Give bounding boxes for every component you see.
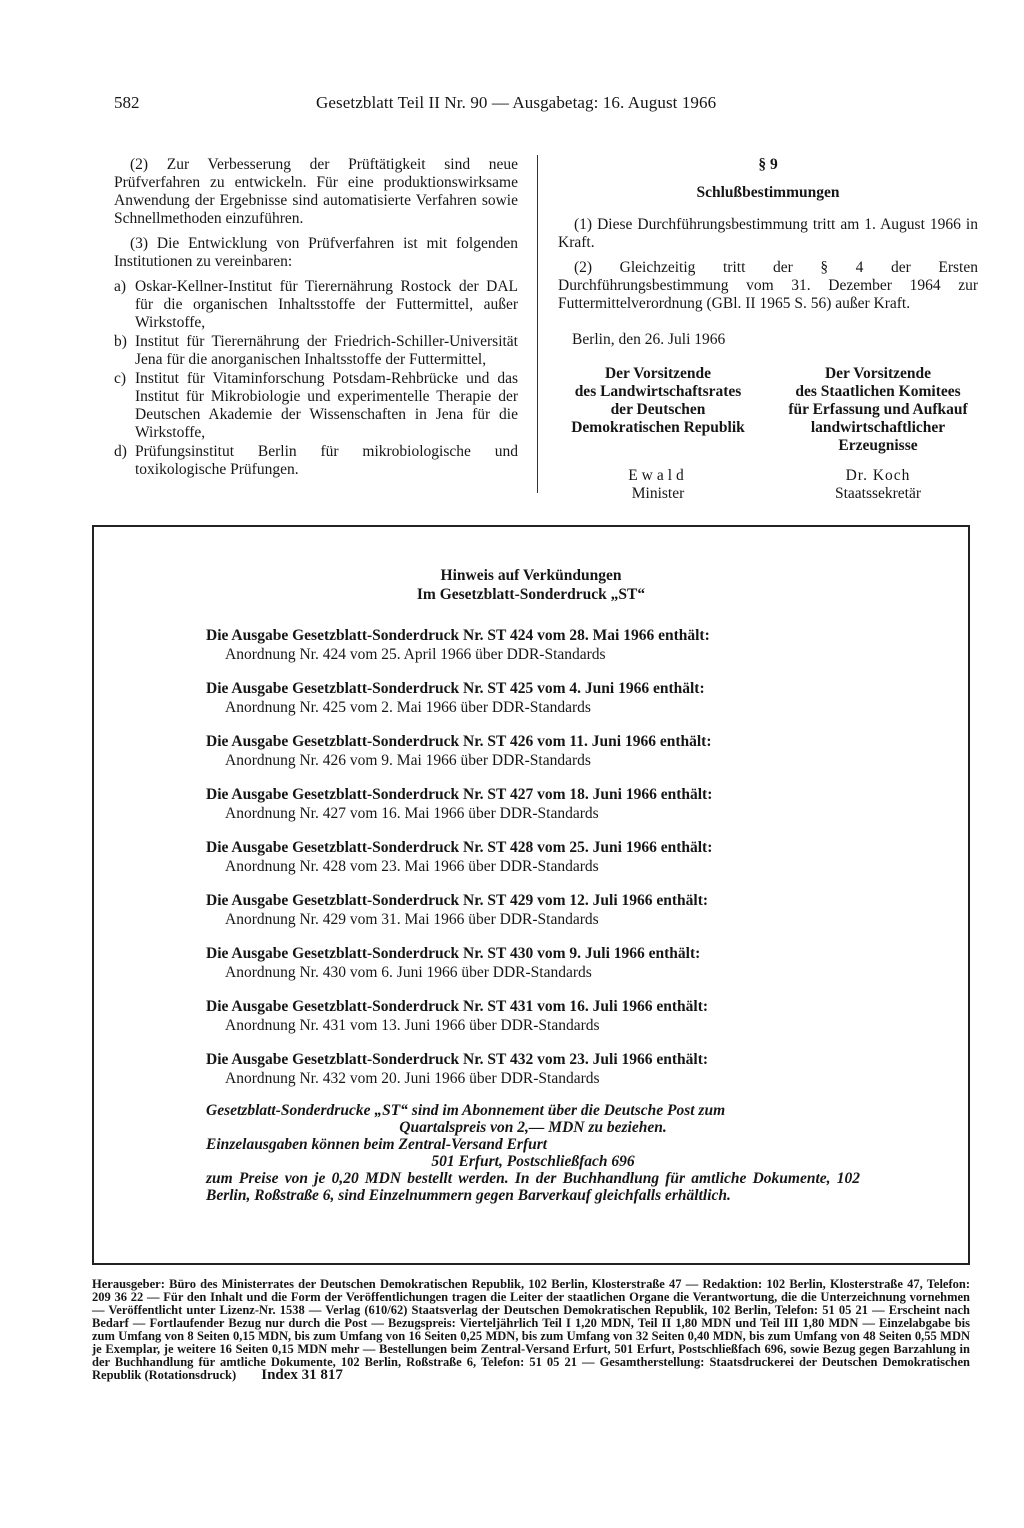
left-column bbox=[114, 156, 518, 480]
signatory-org-line: Der Vorsitzende bbox=[824, 365, 932, 382]
notice-line: 501 Erfurt, Postschließfach 696 bbox=[431, 1153, 635, 1170]
signature-block-secretary bbox=[778, 365, 978, 503]
signatory-org-line: Demokratischen Republik bbox=[571, 419, 745, 436]
entry-subtitle: Anordnung Nr. 427 vom 16. Mai 1966 über DDR-Standards bbox=[225, 805, 599, 822]
entry-subtitle: Anordnung Nr. 426 vom 9. Mai 1966 über DDR-Standards bbox=[225, 752, 591, 769]
entry-subtitle: Anordnung Nr. 428 vom 23. Mai 1966 über DDR-Standards bbox=[225, 858, 599, 875]
paragraph-2: (2) Zur Verbesserung der Prüftätigkeit sind neue Prüfverfahren zu entwickeln. Für eine produktionswirksame Anwendung der Ergebnisse sind automatisierte Verfahren sowie Schnellmethoden einzuführen. bbox=[114, 156, 518, 227]
signatory-org-line: landwirtschaftlicher bbox=[810, 419, 946, 436]
notice-line: Quartalspreis von 2,— MDN zu beziehen. bbox=[399, 1119, 667, 1136]
index-number: Index 31 817 bbox=[261, 1367, 343, 1383]
list-item-text: Institut für Tierernährung der Friedrich-Schiller-Universität Jena für die anorganischen Inhaltsstoffe der Futtermittel, bbox=[135, 333, 518, 368]
right-column bbox=[558, 156, 978, 503]
entry-subtitle: Anordnung Nr. 425 vom 2. Mai 1966 über DDR-Standards bbox=[225, 699, 591, 716]
announcement-title-line: Im Gesetzblatt-Sonderdruck „ST“ bbox=[416, 586, 646, 603]
list-item-text: Institut für Vitaminforschung Potsdam-Rehbrücke und das Institut für Mikrobiologie und experimentelle Therapie der Deutschen Akademie der Wissenschaften in Jena für die Wirkstoffe, bbox=[135, 370, 518, 441]
list-item-label: a) bbox=[114, 278, 127, 295]
list-item bbox=[206, 732, 806, 770]
list-item bbox=[114, 278, 518, 332]
entry-heading: Die Ausgabe Gesetzblatt-Sonderdruck Nr. ST 432 vom 23. Juli 1966 enthält: bbox=[206, 1051, 709, 1068]
entry-heading: Die Ausgabe Gesetzblatt-Sonderdruck Nr. ST 424 vom 28. Mai 1966 enthält: bbox=[206, 627, 710, 644]
list-item bbox=[206, 679, 806, 717]
list-item-text: Oskar-Kellner-Institut für Tierernährung Rostock der DAL für die organischen Inhaltsstoffe der Futtermittel, außer Wirkstoffe, bbox=[135, 278, 518, 331]
entry-heading: Die Ausgabe Gesetzblatt-Sonderdruck Nr. ST 425 vom 4. Juni 1966 enthält: bbox=[206, 680, 705, 697]
entry-heading: Die Ausgabe Gesetzblatt-Sonderdruck Nr. ST 428 vom 25. Juni 1966 enthält: bbox=[206, 839, 713, 856]
list-item bbox=[206, 997, 806, 1035]
notice-line: Gesetzblatt-Sonderdrucke „ST“ sind im Abonnement über die Deutsche Post zum bbox=[206, 1102, 726, 1119]
list-item-label: b) bbox=[114, 333, 127, 350]
institution-list bbox=[114, 278, 518, 479]
imprint-text: Herausgeber: Büro des Ministerrates der Deutschen Demokratischen Republik, 102 Berlin, Klosterstraße 47 — Redaktion: 102 Berlin, Klosterstraße 47, Telefon: 209 36 22 — Für den Inhalt und die Form der Veröffentlichungen tragen die Leiter der staatlichen Organe die Verantwortung, die die Unterzeichnung vornehmen — Veröffentlicht unter Lizenz-Nr. 1538 — Verlag (610/62) Staatsverlag der Deutschen Demokratischen Republik, 102 Berlin, Telefon: 51 05 21 — Erscheint nach Bedarf — Fortlaufender Bezug nur durch die Post — Bezugspreis: Vierteljährlich Teil I 1,20 MDN, Teil II 1,80 MDN und Teil III 1,80 MDN — Einzelabgabe bis zum Umfang von 8 Seiten 0,15 MDN, bis zum Umfang von 16 Seiten 0,25 MDN, bis zum Umfang von 32 Seiten 0,40 MDN, bis zum Umfang von 48 Seiten 0,55 MDN je Exemplar, je weitere 16 Seiten 0,15 MDN mehr — Bestellungen beim Zentral-Versand Erfurt, 501 Erfurt, Postschließfach 696, sowie Bezug gegen Barzahlung in der Buchhandlung für amtliche Dokumente, 102 Berlin, Roßstraße 6, Telefon: 51 05 21 — Gesamtherstellung: Staatsdruckerei der Deutschen Demokratischen Republik (Rotationsdruck) bbox=[92, 1277, 970, 1382]
list-item-label: d) bbox=[114, 443, 127, 460]
section-paragraph-1: (1) Diese Durchführungsbestimmung tritt am 1. August 1966 in Kraft. bbox=[558, 216, 978, 251]
list-item bbox=[114, 443, 518, 479]
signature-row bbox=[558, 365, 978, 503]
entry-subtitle: Anordnung Nr. 431 vom 13. Juni 1966 über DDR-Standards bbox=[225, 1017, 600, 1034]
imprint-footer bbox=[92, 1278, 970, 1382]
paragraph-3: (3) Die Entwicklung von Prüfverfahren ist mit folgenden Institutionen zu vereinbaren: bbox=[114, 235, 518, 270]
signatory-org-line: der Deutschen bbox=[610, 401, 706, 418]
list-item bbox=[206, 838, 806, 876]
list-item-text: Prüfungsinstitut Berlin für mikrobiologische und toxikologische Prüfungen. bbox=[135, 443, 518, 478]
list-item-label: c) bbox=[114, 370, 127, 387]
announcement-title bbox=[92, 566, 970, 604]
signatory-name: Ewald bbox=[628, 467, 688, 484]
signature-block-minister bbox=[558, 365, 758, 503]
entry-subtitle: Anordnung Nr. 430 vom 6. Juni 1966 über DDR-Standards bbox=[225, 964, 592, 981]
notice-line: zum Preise von je 0,20 MDN bestellt werden. In der Buchhandlung für amtliche Dokumente, 102 Berlin, Roßstraße 6, sind Einzelnummern gegen Barverkauf gleichfalls erhältlich. bbox=[206, 1170, 860, 1204]
entry-subtitle: Anordnung Nr. 432 vom 20. Juni 1966 über DDR-Standards bbox=[225, 1070, 600, 1087]
column-divider bbox=[537, 155, 538, 493]
list-item bbox=[114, 370, 518, 442]
signatory-org-line: Erzeugnisse bbox=[838, 437, 918, 454]
announcement-title-line: Hinweis auf Verkündungen bbox=[440, 567, 622, 584]
page-number: 582 bbox=[114, 93, 140, 112]
list-item bbox=[206, 1050, 806, 1088]
signatory-org-line: des Landwirtschaftsrates bbox=[574, 383, 742, 400]
signatory-org-line: für Erfassung und Aufkauf bbox=[788, 401, 968, 418]
entry-heading: Die Ausgabe Gesetzblatt-Sonderdruck Nr. ST 429 vom 12. Juli 1966 enthält: bbox=[206, 892, 709, 909]
entry-heading: Die Ausgabe Gesetzblatt-Sonderdruck Nr. ST 430 vom 9. Juli 1966 enthält: bbox=[206, 945, 701, 962]
signatory-role: Staatssekretär bbox=[834, 485, 922, 502]
signatory-org-line: des Staatlichen Komitees bbox=[795, 383, 961, 400]
entry-heading: Die Ausgabe Gesetzblatt-Sonderdruck Nr. ST 431 vom 16. Juli 1966 enthält: bbox=[206, 998, 709, 1015]
signatory-name: Dr. Koch bbox=[845, 467, 911, 484]
section-title: Schlußbestimmungen bbox=[696, 184, 840, 201]
subscription-notice bbox=[206, 1102, 860, 1204]
section-number: § 9 bbox=[758, 156, 778, 173]
running-header: Gesetzblatt Teil II Nr. 90 — Ausgabetag: 16. August 1966 bbox=[316, 93, 717, 112]
list-item bbox=[114, 333, 518, 369]
place-date: Berlin, den 26. Juli 1966 bbox=[572, 331, 726, 348]
signatory-org-line: Der Vorsitzende bbox=[604, 365, 712, 382]
list-item bbox=[206, 626, 806, 664]
signatory-role: Minister bbox=[631, 485, 685, 502]
notice-line: Einzelausgaben können beim Zentral-Versand Erfurt bbox=[206, 1136, 548, 1153]
section-paragraph-2: (2) Gleichzeitig tritt der § 4 der Ersten Durchführungsbestimmung vom 31. Dezember 1964 zur Futtermittelverordnung (GBl. II 1965 S. 56) außer Kraft. bbox=[558, 259, 978, 312]
announcement-entries bbox=[206, 626, 806, 1103]
entry-heading: Die Ausgabe Gesetzblatt-Sonderdruck Nr. ST 426 vom 11. Juni 1966 enthält: bbox=[206, 733, 712, 750]
list-item bbox=[206, 944, 806, 982]
entry-subtitle: Anordnung Nr. 424 vom 25. April 1966 über DDR-Standards bbox=[225, 646, 606, 663]
entry-subtitle: Anordnung Nr. 429 vom 31. Mai 1966 über DDR-Standards bbox=[225, 911, 599, 928]
list-item bbox=[206, 785, 806, 823]
list-item bbox=[206, 891, 806, 929]
entry-heading: Die Ausgabe Gesetzblatt-Sonderdruck Nr. ST 427 vom 18. Juni 1966 enthält: bbox=[206, 786, 713, 803]
